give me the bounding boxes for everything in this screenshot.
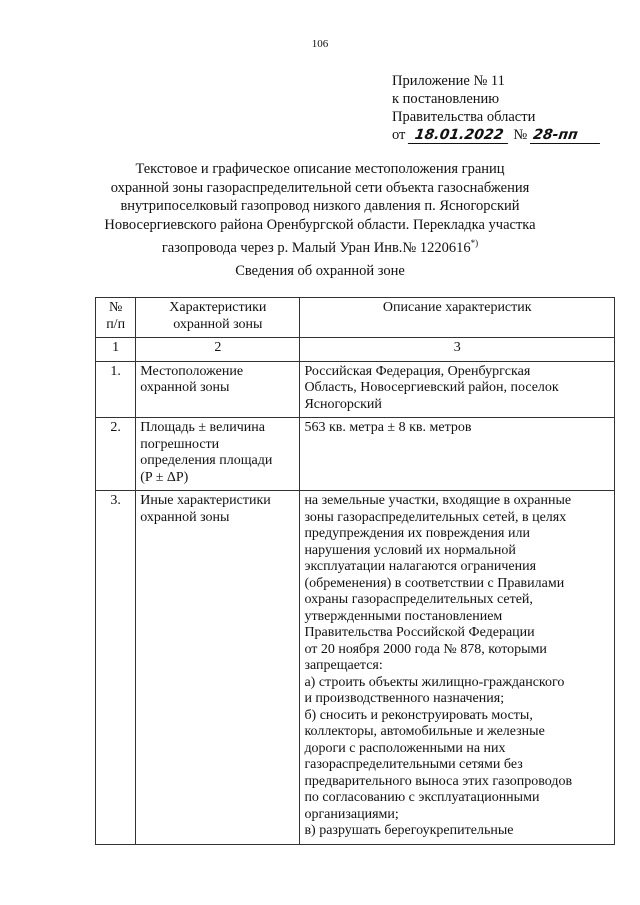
cell-line: по согласованию с эксплуатационными [304,790,540,805]
cell-line: Местоположение [140,363,244,379]
cell-line: Ясногорский [304,396,382,412]
header-char-line-2: охранной зоны [173,316,263,332]
header-characteristics [136,298,300,338]
document-title [80,160,560,257]
row-description [300,361,615,418]
title-line-2: охранной зоны газораспределительной сети объекта газоснабжения [110,179,530,196]
row-description [300,491,615,845]
header-description: Описание характеристик [300,298,615,338]
cell-line: нарушения условий их нормальной [304,542,516,558]
index-cell-2: 2 [136,338,300,362]
cell-line: определения площади [140,453,273,468]
cell-line: охраны газораспределительных сетей, [304,592,533,607]
cell-line: газораспределительными сетями без [304,757,523,772]
appendix-date-line [392,126,601,144]
row-characteristic [136,491,300,845]
cell-line: (обременения) в соответствии с Правилами [304,575,565,591]
cell-line: организациями; [304,806,399,822]
table-row [96,361,615,418]
cell-line: утвержденными постановлением [304,608,503,624]
cell-line: эксплуатации налагаются ограничения [304,559,537,574]
title-line-5-text: газопровода через р. Малый Уран Инв.№ 1220616 [161,239,471,256]
cell-line: (P ± ΔP) [140,469,189,485]
index-cell-3: 3 [300,338,615,362]
cell-line: 563 кв. метра ± 8 кв. метров [304,420,472,435]
cell-line: от 20 ноября 2000 года № 878, которыми [304,641,547,657]
cell-line: предварительного выноса этих газопроводов [304,773,573,789]
cell-line: на земельные участки, входящие в охранные [304,493,572,508]
table-index-row [96,338,615,362]
cell-line: погрешности [140,436,220,452]
cell-line: и производственного назначения; [304,691,505,706]
header-char-line-1: Характеристики [169,300,267,315]
cell-line: охранной зоны [140,380,230,395]
protection-zone-table [95,297,615,845]
cell-line: дороги с расположенными на них [304,740,506,756]
row-description [300,418,615,491]
number-label: № [513,127,528,143]
title-line-4: Новосергиевского района Оренбургской области. Перекладка участка [104,216,536,233]
table-header-row [96,298,615,338]
title-line-1: Текстовое и графическое описание местоположения границ [135,161,505,177]
cell-line: б) сносить и реконструировать мосты, [304,707,533,723]
header-num-line-1: № [108,300,123,315]
cell-line: запрещается: [304,658,383,673]
appendix-line-3: Правительства области [392,109,536,125]
index-cell-1: 1 [96,338,136,362]
table-row [96,491,615,845]
appendix-line-2: к постановлению [392,91,500,107]
table-row [96,418,615,491]
cell-line: Российская Федерация, Оренбургская [304,363,531,379]
cell-line: охранной зоны [140,509,230,525]
cell-line: предупреждения их повреждения или [304,526,530,541]
cell-line: а) строить объекты жилищно-гражданского [304,674,565,690]
title-line-3: внутрипоселковый газопровод низкого давления п. Ясногорский [120,198,520,214]
page-number: 106 [311,38,329,50]
row-num: 2. [96,418,136,491]
cell-line: Площадь ± величина [140,420,266,435]
section-title: Сведения об охранной зоне [235,263,405,279]
row-num: 1. [96,361,136,418]
cell-line: Правительства Российской Федерации [304,625,535,640]
appendix-line-1: Приложение № 11 [392,73,505,89]
row-characteristic [136,361,300,418]
cell-line: в) разрушать берегоукрепительные [304,823,514,838]
appendix-block [392,72,601,144]
row-num: 3. [96,491,136,845]
row-characteristic [136,418,300,491]
cell-line: зоны газораспределительных сетей, в целях [304,509,567,525]
cell-line: коллекторы, автомобильные и железные [304,724,545,739]
footnote-mark: *) [470,238,479,248]
handwritten-date: 18.01.2022 [408,128,510,144]
header-num [96,298,136,338]
title-line-5 [80,234,560,257]
cell-line: Область, Новосергиевский район, поселок [304,380,559,395]
handwritten-number: 28-пп [530,128,602,144]
cell-line: Иные характеристики [140,493,271,508]
from-label: от [392,127,406,143]
header-num-line-2: п/п [106,316,126,332]
